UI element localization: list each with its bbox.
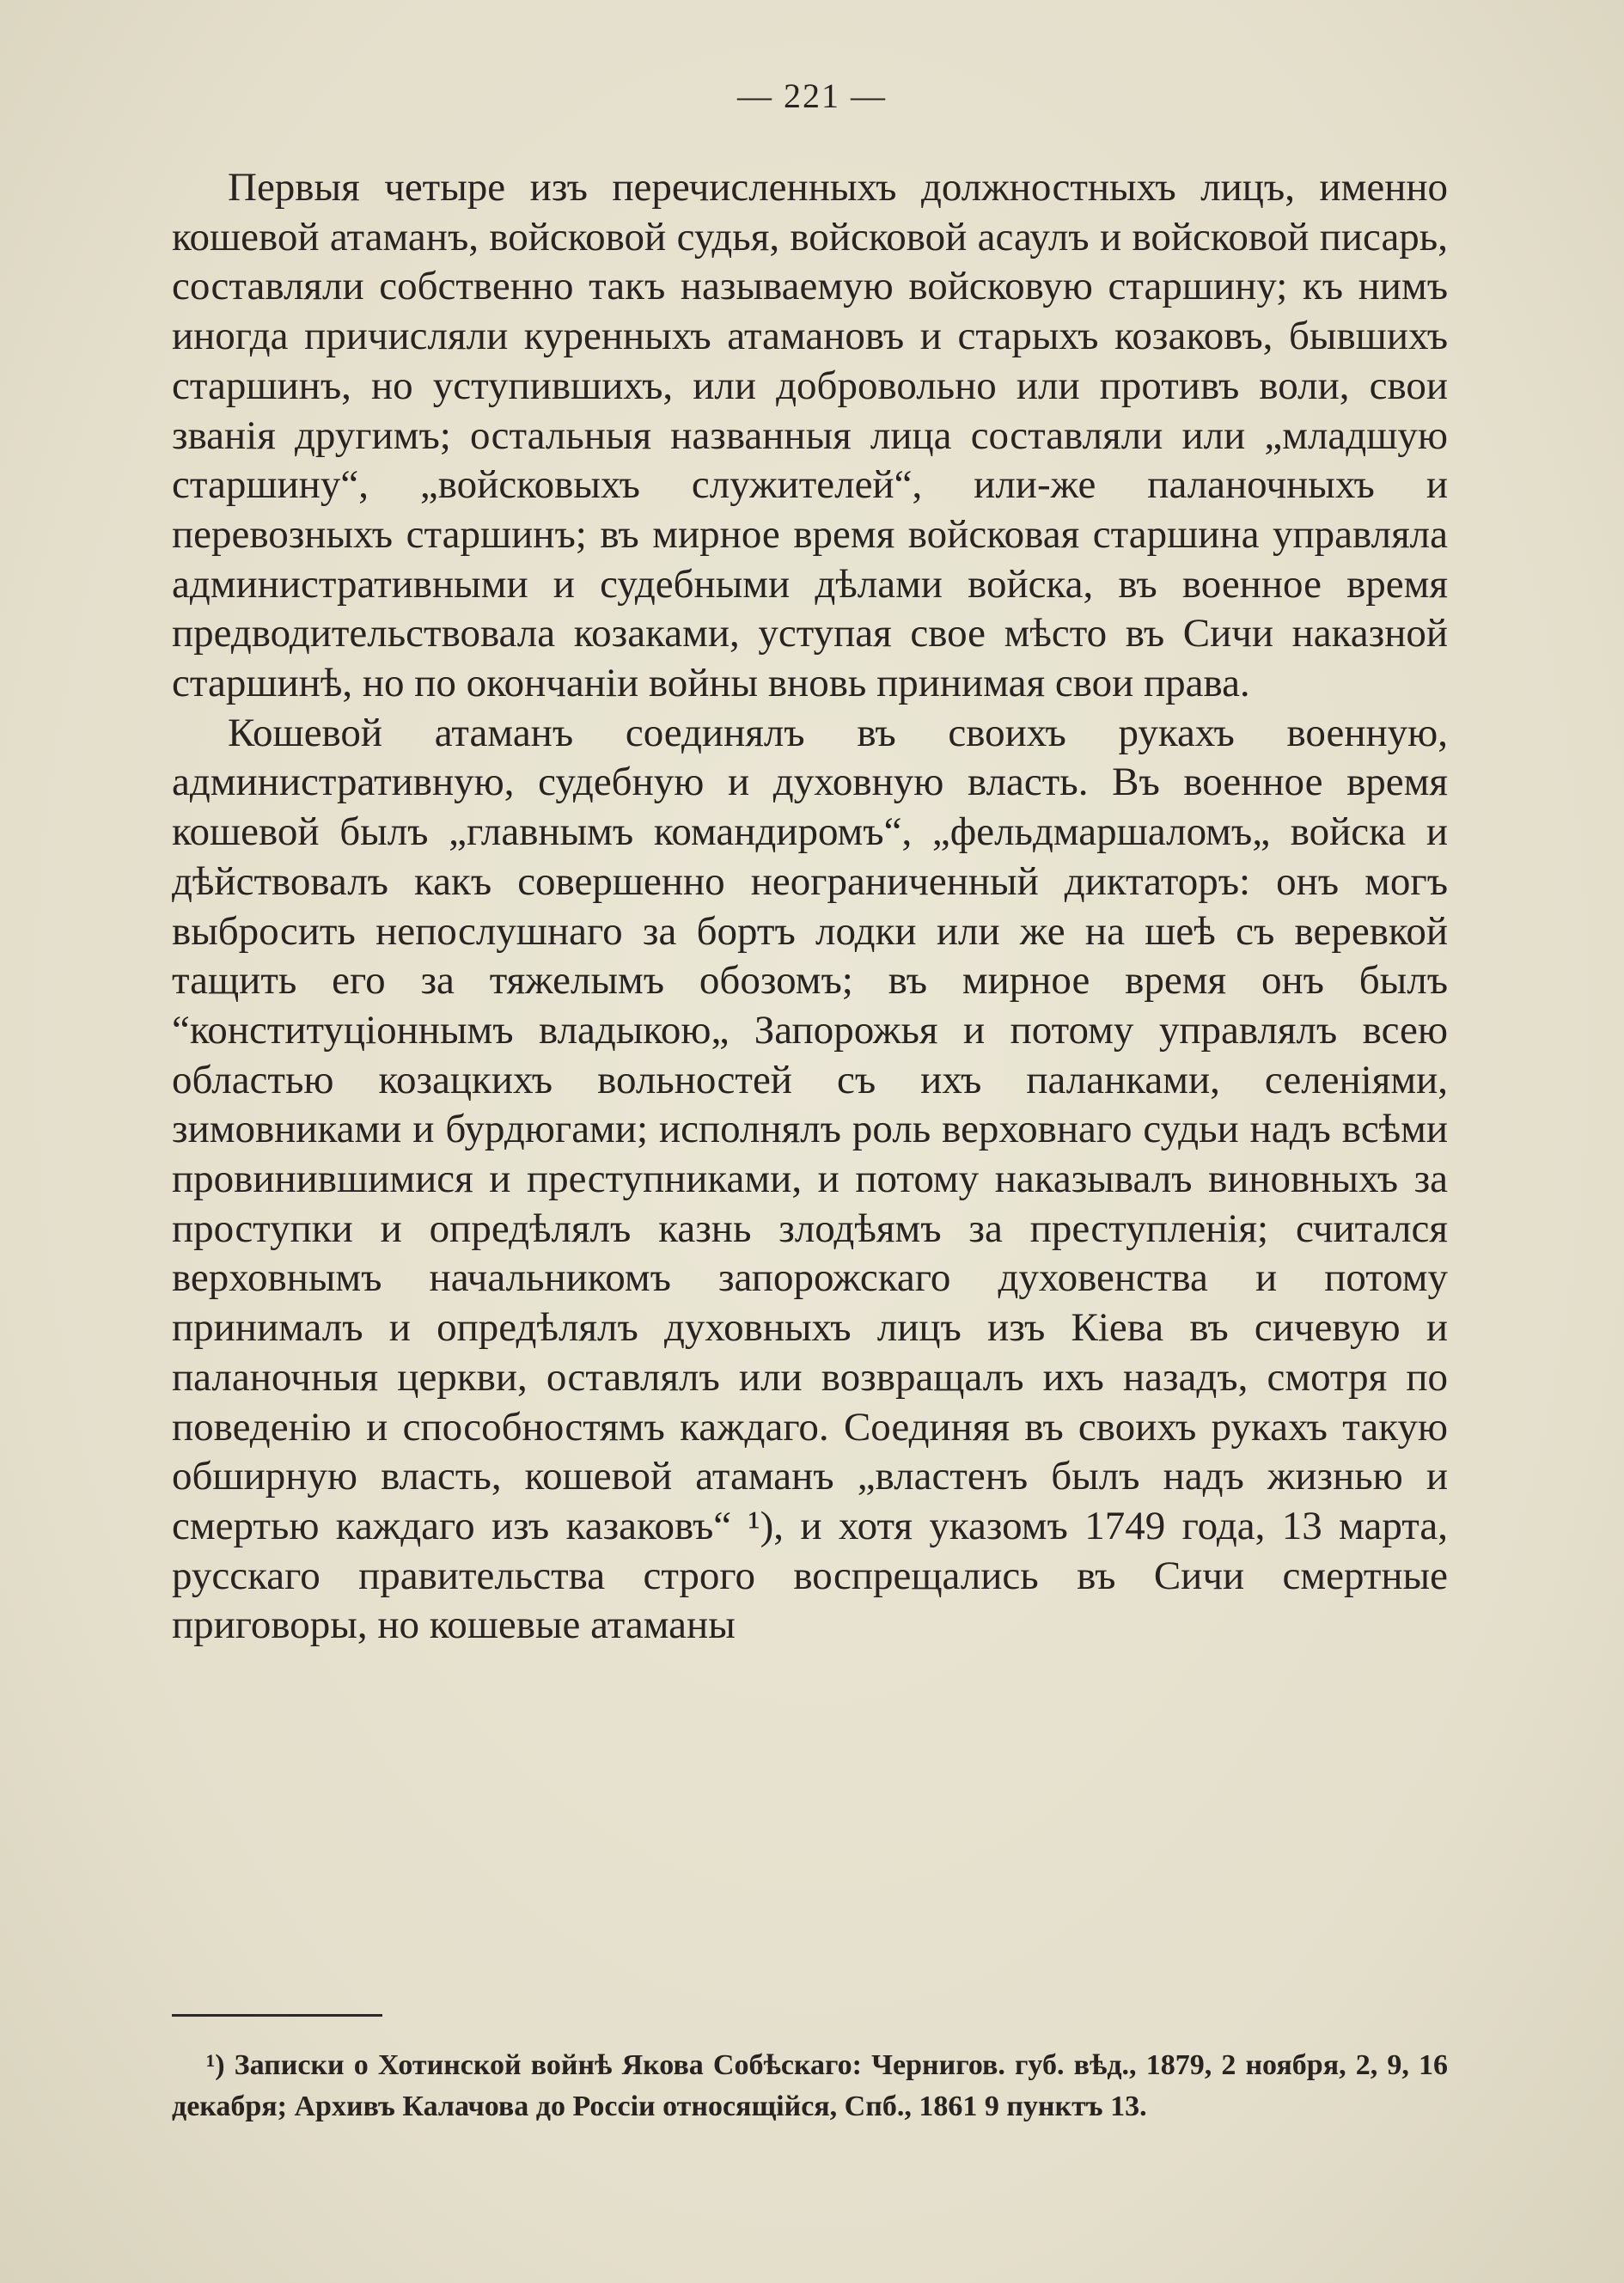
page-number: — 221 — <box>737 76 887 115</box>
paragraph: Первыя четыре изъ перечисленныхъ должностныхъ лицъ, именно кошевой атаманъ, войсковой судья, войсковой асаулъ и войсковой писарь, составляли собственно такъ называемую войсковую старшину; къ нимъ иногда причисляли куренныхъ атамановъ и старыхъ козаковъ, бывшихъ старшинъ, но уступившихъ, или добровольно или противъ воли, свои званія другимъ; остальныя названныя лица составляли или „младшую старшину“, „войсковыхъ служителей“, или-же паланочныхъ и перевозныхъ старшинъ; въ мирное время войсковая старшина управляла административными и судебными дѣлами войска, въ военное время предводительствовала козаками, уступая свое мѣсто въ Сичи наказной старшинѣ, но по окончаніи войны вновь принимая свои права. <box>172 165 1448 706</box>
footnote: ¹) Записки о Хотинской войнѣ Якова Собѣскаго: Чернигов. губ. вѣд., 1879, 2 ноября, 2, 9, 16 декабря; Архивъ Калачова до Россіи относящійся, Спб., 1861 9 пунктъ 13. <box>172 2049 1448 2122</box>
footnotes <box>172 2045 1448 2127</box>
main-text <box>172 163 1448 1651</box>
footnote-divider <box>172 2014 382 2017</box>
paragraph: Кошевой атаманъ соединялъ въ своихъ рукахъ военную, административную, судебную и духовную власть. Въ военное время кошевой былъ „главнымъ командиромъ“, „фельдмаршаломъ„ войска и дѣйствовалъ какъ совершенно неограниченный диктаторъ: онъ могъ выбросить непослушнаго за бортъ лодки или же на шеѣ съ веревкой тащить его за тяжелымъ обозомъ; въ мирное время онъ былъ “конституціоннымъ владыкою„ Запорожья и потому управлялъ всею областью козацкихъ вольностей съ ихъ паланками, селеніями, зимовниками и бурдюгами; исполнялъ роль верховнаго судьи надъ всѣми провинившимися и преступниками, и потому наказывалъ виновныхъ за проступки и опредѣлялъ казнь злодѣямъ за преступленія; считался верховнымъ начальникомъ запорожскаго духовенства и потому принималъ и опредѣлялъ духовныхъ лицъ изъ Кіева въ сичевую и паланочныя церкви, оставлялъ или возвращалъ ихъ назадъ, смотря по поведенію и способностямъ каждаго. Соединяя въ своихъ рукахъ такую обширную власть, кошевой атаманъ „властенъ былъ надъ жизнью и смертью каждаго изъ казаковъ“ ¹), и хотя указомъ 1749 года, 13 марта, русскаго правительства строго воспрещались въ Сичи смертные приговоры, но кошевые атаманы <box>172 710 1448 1648</box>
